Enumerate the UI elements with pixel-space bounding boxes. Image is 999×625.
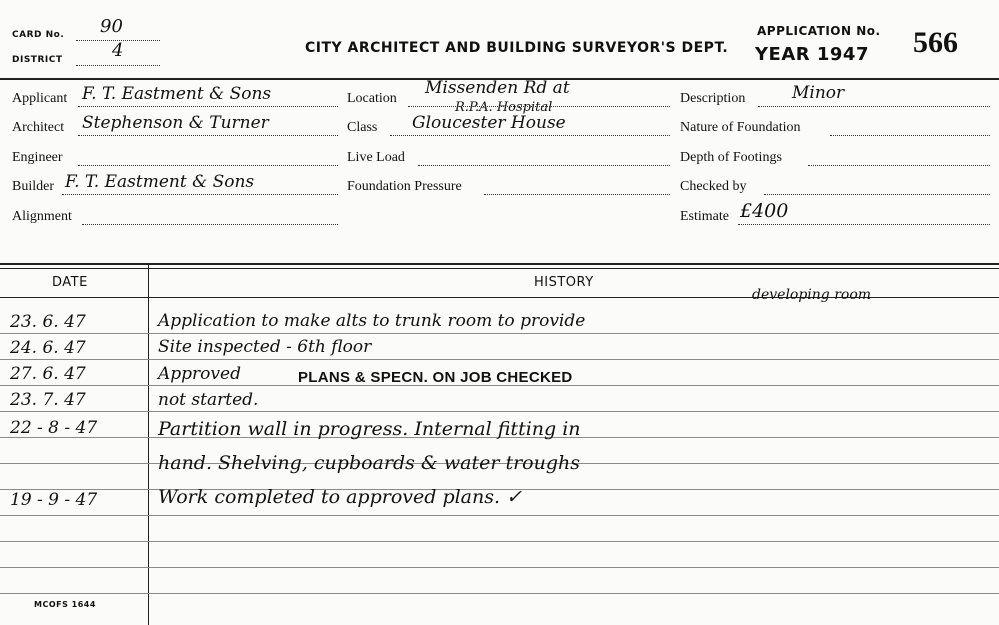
description-value: Minor — [792, 83, 845, 103]
history-row-text: Application to make alts to trunk room to provide — [158, 311, 586, 331]
history-row-text: hand. Shelving, cupboards & water troughs — [158, 452, 580, 474]
class-value: Gloucester House — [412, 113, 566, 133]
applicant-label: Applicant — [12, 91, 68, 106]
applicant-value: F. T. Eastment & Sons — [82, 84, 272, 104]
history-row-date: 22 - 8 - 47 — [10, 418, 98, 438]
history-row-text: Approved — [158, 364, 241, 384]
history-row-text: not started. — [158, 390, 259, 410]
card-number-value: 90 — [100, 16, 123, 37]
depth-of-footings-label: Depth of Footings — [680, 150, 782, 165]
application-number-label: APPLICATION No. — [757, 24, 881, 38]
foundation-pressure-label: Foundation Pressure — [347, 179, 462, 194]
history-row-text: Partition wall in progress. Internal fitting in — [158, 418, 581, 440]
builder-value: F. T. Eastment & Sons — [65, 172, 255, 192]
history-row-text: Site inspected - 6th floor — [158, 337, 372, 357]
history-row-date: 19 - 9 - 47 — [10, 490, 98, 510]
location-extra: R.P.A. Hospital — [455, 100, 553, 115]
application-year: YEAR 1947 — [755, 44, 869, 65]
alignment-label: Alignment — [12, 209, 72, 224]
history-row-date: 23. 7. 47 — [10, 390, 86, 410]
live-load-label: Live Load — [347, 150, 405, 165]
class-label: Class — [347, 120, 378, 135]
history-column-header: HISTORY — [534, 275, 594, 290]
history-note: developing room — [752, 287, 872, 303]
architect-label: Architect — [12, 120, 65, 135]
department-title: CITY ARCHITECT AND BUILDING SURVEYOR'S DEPT. — [305, 40, 729, 56]
location-value: Missenden Rd at — [425, 78, 570, 98]
history-row-date: 27. 6. 47 — [10, 364, 86, 384]
nature-of-foundation-label: Nature of Foundation — [680, 120, 801, 135]
location-label: Location — [347, 91, 397, 106]
engineer-label: Engineer — [12, 150, 63, 165]
plans-checked-stamp: PLANS & SPECN. ON JOB CHECKED — [298, 369, 573, 386]
architect-value: Stephenson & Turner — [82, 113, 269, 133]
card-number-label: CARD No. — [12, 30, 65, 40]
application-number: 566 — [913, 26, 958, 59]
district-value: 4 — [112, 40, 124, 61]
date-column-header: DATE — [52, 275, 88, 290]
description-label: Description — [680, 91, 746, 106]
estimate-value: £400 — [740, 200, 789, 222]
builder-label: Builder — [12, 179, 54, 194]
history-row-text: Work completed to approved plans. ✓ — [158, 486, 522, 508]
history-row-date: 24. 6. 47 — [10, 338, 86, 358]
history-row-date: 23. 6. 47 — [10, 312, 86, 332]
estimate-label: Estimate — [680, 209, 729, 224]
district-label: DISTRICT — [12, 55, 63, 65]
form-code: MCOFS 1644 — [34, 600, 96, 609]
checked-by-label: Checked by — [680, 179, 747, 194]
